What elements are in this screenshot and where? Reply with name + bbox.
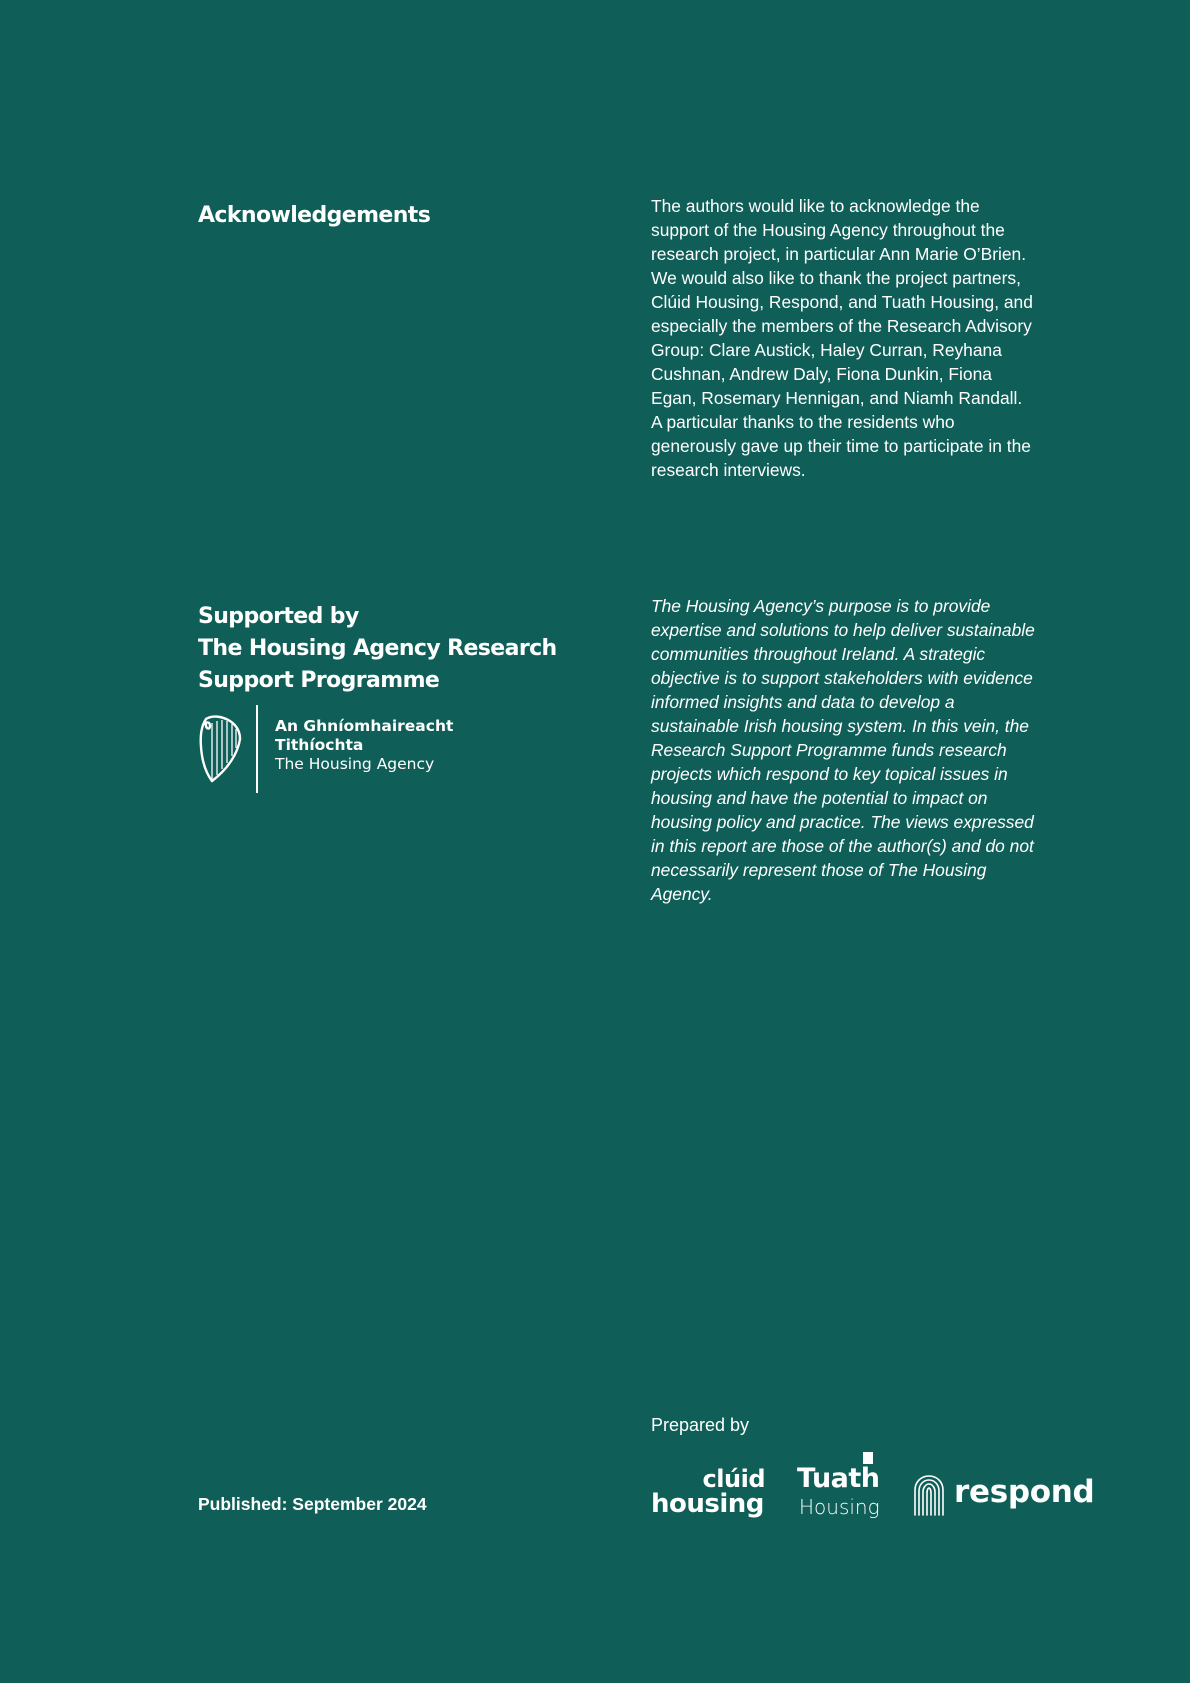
tuath-housing-logo bbox=[797, 1448, 879, 1524]
prepared-by-label: Prepared by bbox=[651, 1415, 750, 1435]
logo-line-english: The Housing Agency bbox=[275, 755, 435, 773]
acknowledgements-heading: Acknowledgements bbox=[198, 203, 431, 228]
housing-agency-purpose-text: The Housing Agency’s purpose is to provide expertise and solutions to help deliver sustainable communities throughout Ireland. A strategic objective is to support stakeholders with evidence informed insights and data to develop a sustainable Irish housing system. In this vein, the Research Support Programme funds research projects which respond to key topical issues in housing and have the potential to impact on housing policy and practice. The views expressed in this report are those of the author(s) and do not necessarily represent those of The Housing Agency. bbox=[651, 596, 1035, 904]
logo-divider bbox=[256, 705, 258, 793]
logo-line-irish-2: Tithíochta bbox=[275, 736, 364, 754]
housing-agency-logo-text bbox=[275, 717, 453, 774]
supported-by-heading bbox=[198, 601, 557, 697]
cluid-housing-logo bbox=[651, 1466, 766, 1522]
supported-by-line-1: Supported by bbox=[198, 604, 359, 629]
tuath-logo-word-2: Housing bbox=[799, 1495, 880, 1519]
respond-logo-word: respond bbox=[954, 1474, 1095, 1510]
cluid-logo-word-2: housing bbox=[651, 1489, 764, 1519]
housing-agency-logo bbox=[198, 705, 458, 793]
supported-by-line-3: Support Programme bbox=[198, 668, 440, 693]
fingerprint-house-icon bbox=[912, 1473, 946, 1517]
supported-by-line-2: The Housing Agency Research bbox=[198, 636, 557, 661]
tuath-logo-word-1: Tuath bbox=[797, 1463, 880, 1494]
acknowledgements-text: The authors would like to acknowledge the support of the Housing Agency throughout the research project, in particular Ann Marie O’Brien. We would also like to thank the project partners, Clúid Housing, Respond, and Tuath Housing, and especially the members of the Research Advisory Group: Clare Austick, Haley Curran, Reyhana Cushnan, Andrew Daly, Fiona Dunkin, Fiona Egan, Rosemary Hennigan, and Niamh Randall. A particular thanks to the residents who generously gave up their time to participate in the research interviews. bbox=[651, 196, 1033, 480]
published-date: Published: September 2024 bbox=[198, 1494, 427, 1514]
logo-line-irish-1: An Ghníomhaireacht bbox=[275, 717, 454, 735]
cluid-logo-word-1: clúid bbox=[702, 1465, 765, 1493]
harp-icon bbox=[198, 713, 242, 785]
respond-logo bbox=[912, 1470, 1095, 1520]
